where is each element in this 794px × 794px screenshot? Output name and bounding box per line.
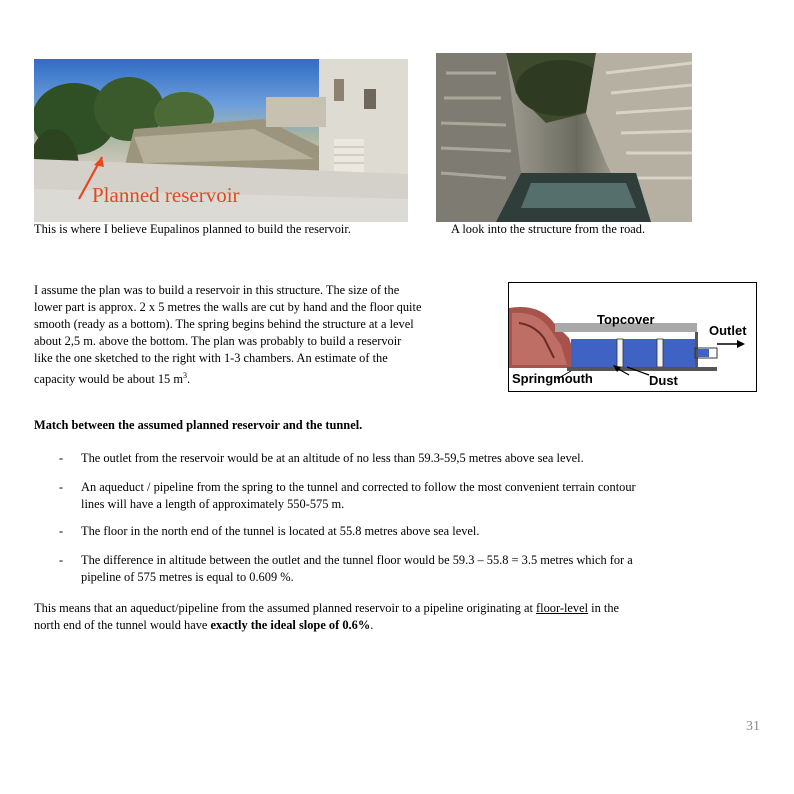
intro-line: about 2,5 m. above the bottom. The plan was probably to build a reservoir	[34, 334, 402, 348]
outlet-label: Outlet	[709, 323, 747, 338]
conclusion-text: north end of the tunnel would have	[34, 618, 211, 632]
bullet-dash: -	[59, 451, 64, 465]
topcover-label: Topcover	[597, 312, 655, 327]
bullet-list	[0, 450, 794, 596]
intro-last-period: .	[187, 372, 191, 387]
structure-image	[436, 53, 692, 222]
bullet-item	[0, 479, 794, 523]
bullet-dash: -	[59, 524, 64, 538]
bullet-line: lines will have a length of approximately 550-575 m.	[81, 497, 345, 511]
floor-level-underlined: floor-level	[536, 601, 589, 615]
intro-paragraph	[34, 282, 504, 388]
bullet-text	[81, 523, 749, 540]
bullet-dash: -	[59, 480, 64, 494]
intro-last-text: capacity would be about 15 m	[34, 372, 183, 387]
bullet-text	[81, 450, 749, 467]
bullet-dash: -	[59, 553, 64, 567]
springmouth-label: Springmouth	[512, 371, 593, 386]
cubic-superscript: 3	[183, 371, 187, 380]
intro-line-last	[34, 367, 504, 388]
planned-reservoir-label: Planned reservoir	[92, 183, 240, 207]
bullet-text	[81, 552, 749, 586]
intro-line: like the one sketched to the right with 1-3 chambers. An estimate of the	[34, 351, 388, 365]
conclusion-text: This means that an aqueduct/pipeline from the assumed planned reservoir to a pipeline originating at	[34, 601, 537, 615]
reservoir-site-photo	[34, 59, 408, 222]
structure-photo	[436, 53, 692, 222]
conclusion-line1	[34, 600, 764, 617]
ideal-slope-bold: exactly the ideal slope of 0.6%	[210, 618, 371, 632]
conclusion-paragraph	[34, 600, 764, 634]
bullet-item	[0, 523, 794, 552]
bullet-text	[81, 479, 749, 513]
section-heading: Match between the assumed planned reservoir and the tunnel.	[34, 418, 363, 432]
bullet-item	[0, 450, 794, 479]
page-number: 31	[746, 719, 760, 734]
intro-line: lower part is approx. 2 x 5 metres the walls are cut by hand and the floor quite	[34, 300, 422, 314]
bullet-line: An aqueduct / pipeline from the spring to the tunnel and corrected to follow the most convenient terrain contour	[81, 480, 636, 494]
conclusion-line2	[34, 617, 764, 634]
dust-label: Dust	[649, 373, 678, 388]
intro-line: I assume the plan was to build a reservoir in this structure. The size of the	[34, 283, 400, 297]
bullet-line: pipeline of 575 metres is equal to 0.609 %.	[81, 570, 294, 584]
bullet-item	[0, 552, 794, 596]
photo1-caption: This is where I believe Eupalinos planned to build the reservoir.	[34, 222, 351, 236]
intro-line: smooth (ready as a bottom). The spring begins behind the structure at a level	[34, 317, 414, 331]
bullet-line: The outlet from the reservoir would be at an altitude of no less than 59.3-59,5 metres above sea level.	[81, 451, 584, 465]
reservoir-diagram	[508, 282, 757, 392]
conclusion-period: .	[370, 618, 374, 632]
conclusion-text: in the	[588, 601, 620, 615]
bullet-line: The floor in the north end of the tunnel is located at 55.8 metres above sea level.	[81, 524, 480, 538]
bullet-line: The difference in altitude between the outlet and the tunnel floor would be 59.3 – 55.8 = 3.5 metres which for a	[81, 553, 633, 567]
photo2-caption: A look into the structure from the road.	[451, 222, 646, 236]
